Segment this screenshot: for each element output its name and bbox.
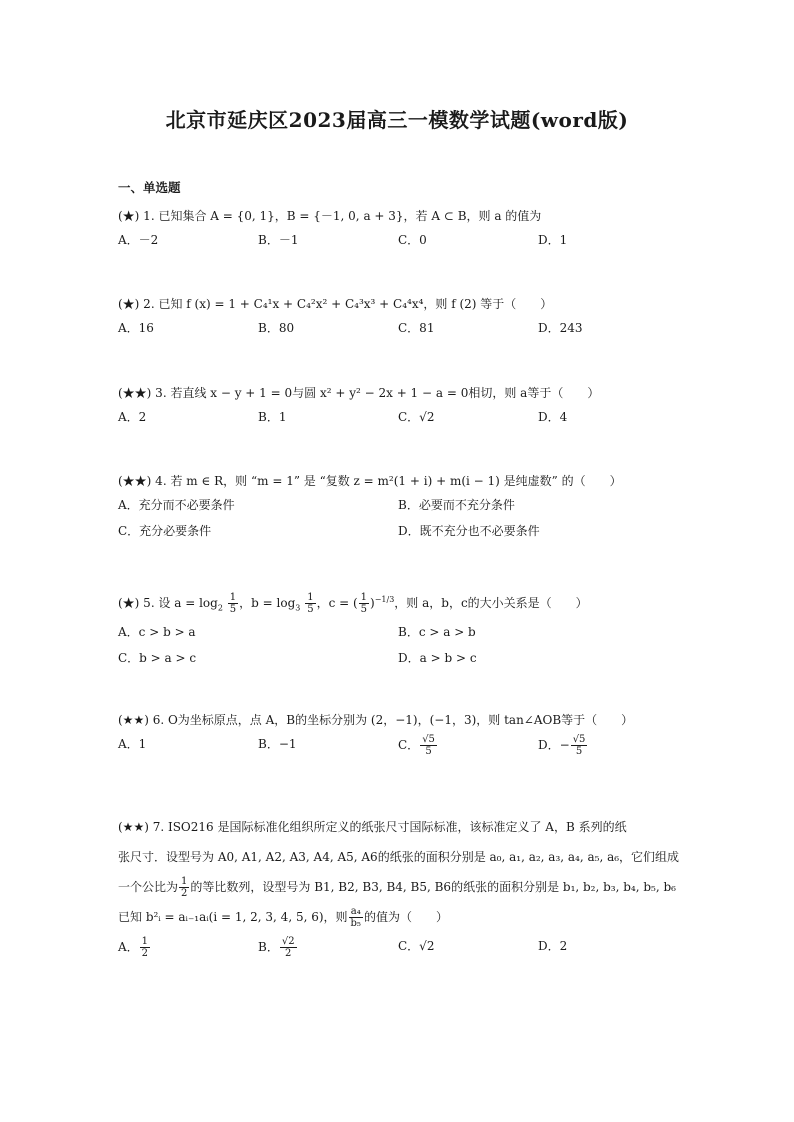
option-a[interactable]: A．c > b > a [118,625,196,640]
option-d[interactable]: D．a > b > c [398,651,477,666]
fraction: $\frac{\text{a₄}}{\text{b₅}}$ [350,906,361,929]
option-d[interactable]: D．2 [538,939,568,953]
option-a[interactable]: A．充分而不必要条件 [118,498,235,512]
question-stem: (★) 5. 设 $a = \log_2$ $\frac{1}{5}$ ，$b = \log_3$ $\frac{1}{5}$ ，c = ( $\frac{1}{5}$ )$^{-1/3}$，则 a，b，c的大小关系是（ ） [118,592,588,615]
option-b[interactable]: B． $\frac{√2}{2}$ [258,936,295,959]
question-stem: (★★) 4. 若 m ∈ R，则 “m = 1” 是 “复数 z = m²(1 + i) + m(i − 1) 是纯虚数” 的（ ） [118,474,622,488]
option-c[interactable]: C．充分必要条件 [118,524,212,538]
option-c[interactable]: C．81 [398,321,435,335]
option-b[interactable]: B．1 [258,410,287,424]
option-b[interactable]: B．c > a > b [398,625,476,640]
option-c[interactable]: C． $\frac{√5}{5}$ [398,734,435,757]
section-heading: 一、单选题 [118,180,181,195]
fraction: $\frac{√5}{5}$ [572,734,586,757]
option-d[interactable]: D．既不充分也不必要条件 [398,524,540,538]
option-d[interactable]: D．− $\frac{√5}{5}$ [538,734,586,757]
option-a[interactable]: A．1 [118,737,147,751]
page-title: 北京市延庆区2023届高三一模数学试题(word版) [165,108,629,132]
option-a[interactable]: A．16 [118,321,154,335]
question-5 [118,590,698,670]
question-4 [118,471,698,543]
question-7 [118,812,698,966]
option-d[interactable]: D．4 [538,410,568,424]
question-stem-line-3: 一个公比为 $\frac{1}{2}$ 的等比数列，设型号为 B1, B2, B3, B4, B5, B6的纸张的面积分别是 b₁, b₂, b₃, b₄, b₅, b₆ [118,876,676,899]
option-a[interactable]: A．－2 [118,233,159,247]
question-stem: (★) 2. 已知 f (x) = 1 + C₄¹x + C₄²x² + C₄³x³ + C₄⁴x⁴，则 f (2) 等于（ ） [118,297,553,311]
option-b[interactable]: B．必要而不充分条件 [398,498,515,512]
question-1 [118,206,698,252]
option-a[interactable]: A． $\frac{1}{2}$ [118,936,149,959]
option-d[interactable]: D．243 [538,321,583,335]
option-b[interactable]: B．80 [258,321,295,335]
question-stem-line-2: 张尺寸．设型号为 A0, A1, A2, A3, A4, A5, A6的纸张的面积分别是 a₀, a₁, a₂, a₃, a₄, a₅, a₆，它们组成 [118,850,680,864]
question-2 [118,294,698,340]
option-c[interactable]: C．b > a > c [118,651,197,666]
question-3 [118,383,698,429]
fraction: $\frac{√2}{2}$ [281,936,295,959]
option-b[interactable]: B．−1 [258,737,297,751]
option-a[interactable]: A．2 [118,410,147,424]
question-stem-line-4: 已知 b²ᵢ = aᵢ₋₁aᵢ(i = 1, 2, 3, 4, 5, 6)，则 $\frac{\text{a₄}}{\text{b₅}}$ 的值为（ ） [118,906,448,929]
option-b[interactable]: B．－1 [258,233,299,247]
option-c[interactable]: C．√2 [398,410,435,424]
fraction: $\frac{1}{5}$ [307,592,314,615]
fraction: $\frac{1}{5}$ [229,592,237,615]
fraction: $\frac{1}{2}$ [141,936,149,959]
question-stem: (★) 1. 已知集合 A = {0, 1}，B = {－1, 0, a + 3}，若 A ⊂ B，则 a 的值为 [118,209,542,223]
question-stem: (★★) 3. 若直线 x − y + 1 = 0与圆 x² + y² − 2x + 1 − a = 0相切，则 a等于（ ） [118,386,600,400]
option-d[interactable]: D．1 [538,233,568,247]
option-c[interactable]: C．0 [398,233,427,247]
question-stem-line-1: (★★) 7. ISO216 是国际标准化组织所定义的纸张尺寸国际标准，该标准定义了 A，B 系列的纸 [118,820,627,834]
question-6 [118,710,698,764]
option-c[interactable]: C．√2 [398,939,435,953]
question-stem: (★★) 6. O为坐标原点，点 A，B的坐标分别为 (2，−1)，(−1，3)，则 tan∠AOB等于（ ） [118,713,634,727]
fraction: $\frac{√5}{5}$ [422,734,435,757]
fraction: $\frac{1}{5}$ [360,592,368,615]
fraction: $\frac{1}{2}$ [181,876,188,899]
